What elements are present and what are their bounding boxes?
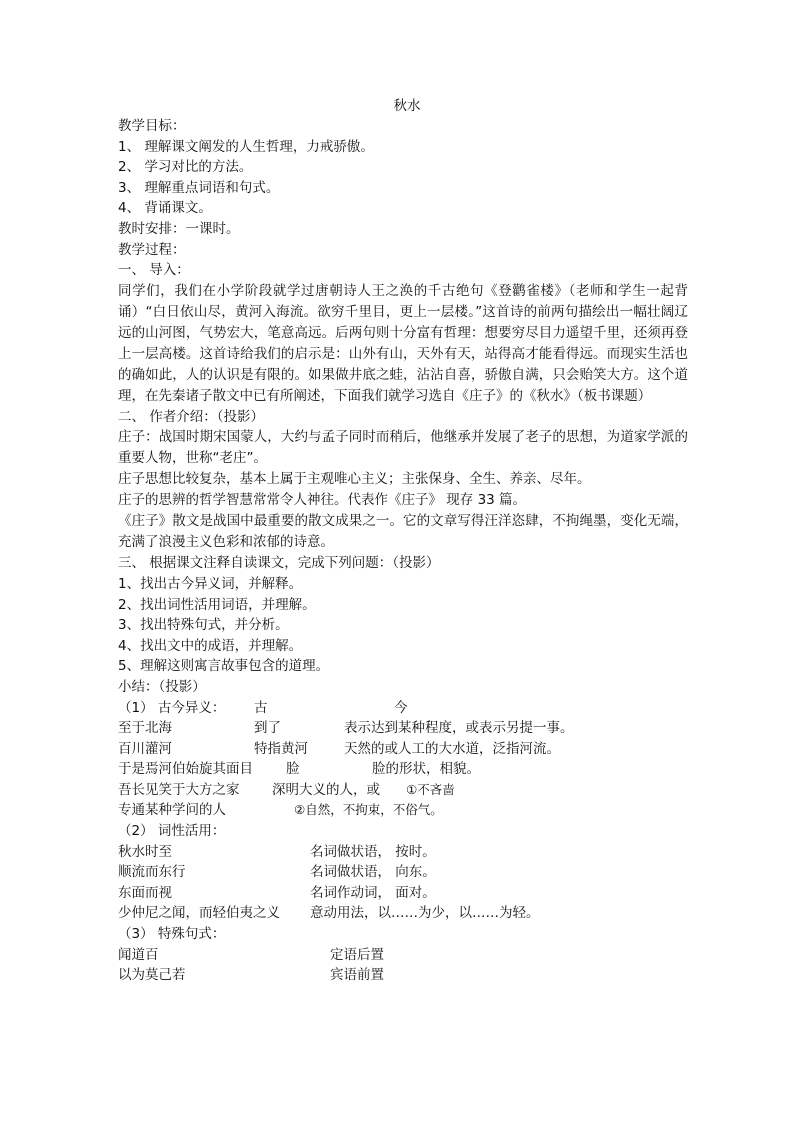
- column-modern: 今: [394, 699, 408, 716]
- table-row: [118, 739, 688, 760]
- explanation: 名词作动词， 面对。: [310, 884, 436, 901]
- modern-meaning: 脸的形状，相貌。: [372, 761, 480, 778]
- section-heading-author: 二、 作者介绍：（投影）: [118, 408, 265, 425]
- document-title: 秋水: [393, 98, 421, 114]
- document-page: [118, 96, 688, 986]
- column-ancient: 古: [254, 699, 268, 716]
- explanation: 名词做状语， 按时。: [310, 843, 436, 860]
- table-row: [118, 965, 688, 986]
- part3-label: （3） 特殊句式：: [118, 926, 226, 943]
- author-paragraph: 庄子：战国时期宋国蒙人，大约与孟子同时而稍后，他继承并发展了老子的思想，为道家学派的重要人物，世称“老庄”。: [118, 429, 688, 467]
- table-row: [118, 862, 688, 883]
- summary-part1-header: [118, 698, 688, 719]
- term: 闻道百: [118, 946, 159, 963]
- modern-meaning: 天然的或人工的大水道，泛指河流。: [344, 740, 560, 757]
- term: 百川灌河: [118, 740, 172, 757]
- part1-label: （1） 古今异义：: [118, 699, 226, 716]
- table-row: [118, 780, 688, 801]
- term: 吾长见笑于大方之家: [118, 781, 240, 798]
- question-item: 4、找出文中的成语，并理解。: [118, 637, 303, 654]
- schedule-text: 教时安排：一课时。: [118, 220, 240, 237]
- objective-item: 4、 背诵课文。: [118, 200, 212, 217]
- ancient-meaning: 脸: [286, 761, 300, 778]
- table-row: [118, 842, 688, 863]
- explanation: 名词做状语， 向东。: [310, 864, 436, 881]
- question-item: 1、找出古今异义词，并解释。: [118, 575, 303, 592]
- term: 东面而视: [118, 884, 172, 901]
- objective-item: 3、 理解重点词语和句式。: [118, 179, 280, 196]
- table-row: [118, 718, 688, 739]
- table-row: [118, 883, 688, 904]
- term: 顺流而东行: [118, 864, 186, 881]
- explanation: 宾语前置: [330, 967, 384, 984]
- table-row: [118, 945, 688, 966]
- ancient-meaning: 到了: [254, 720, 281, 737]
- table-row: [118, 903, 688, 924]
- term: 至于北海: [118, 720, 172, 737]
- section-heading-reading: 三、 根据课文注释自读课文，完成下列问题：（投影）: [118, 555, 440, 572]
- question-item: 3、找出特殊句式，并分析。: [118, 617, 289, 634]
- modern-meaning: 表示达到某种程度，或表示另提一事。: [344, 720, 574, 737]
- section-heading-intro: 一、 导入：: [118, 262, 190, 279]
- author-paragraph: 庄子的思辨的哲学智慧常常令人神往。代表作《庄子》 现存 33 篇。: [118, 492, 527, 509]
- ancient-meaning: 特指黄河: [254, 740, 308, 757]
- term: 少仲尼之闻，而轻伯夷之义: [118, 905, 280, 922]
- objective-item: 2、 学习对比的方法。: [118, 159, 253, 176]
- ancient-meaning: ②自然，不拘束，不俗气。: [294, 802, 443, 818]
- table-row: [118, 759, 688, 780]
- term: 秋水时至: [118, 843, 172, 860]
- question-item: 5、理解这则寓言故事包含的道理。: [118, 658, 330, 675]
- intro-paragraph: 同学们，我们在小学阶段就学过唐朝诗人王之涣的千古绝句《登鹳雀楼》（老师和学生一起背诵）“白日依山尽，黄河入海流。欲穷千里目，更上一层楼。”这首诗的前两句描绘出一幅壮阔辽远的山河图，气势宏大，笔意高远。后两句则十分富有哲理：想要穷尽目力遥望千里，还须再登上一层高楼。这首诗给我们的启示是：山外有山，天外有天，站得高才能看得远。而现实生活也的确如此，人的认识是有限的。如果做井底之蛙，沾沾自喜，骄傲自满，只会贻笑大方。这个道理，在先秦诸子散文中已有所阐述，下面我们就学习选自《庄子》的《秋水》（板书课题）: [118, 282, 688, 404]
- objective-item: 1、 理解课文阐发的人生哲理，力戒骄傲。: [118, 138, 374, 155]
- table-row: [118, 800, 688, 821]
- question-item: 2、找出词性活用词语，并理解。: [118, 596, 316, 613]
- modern-meaning: ①不吝啬: [406, 781, 455, 797]
- explanation: 定语后置: [330, 946, 384, 963]
- term: 专通某种学问的人: [118, 802, 226, 819]
- process-heading: 教学过程：: [118, 241, 186, 258]
- term: 以为莫己若: [118, 967, 186, 984]
- term: 于是焉河伯始旋其面目: [118, 761, 253, 778]
- objectives-heading: 教学目标：: [118, 118, 186, 134]
- ancient-meaning: 深明大义的人，或: [272, 781, 380, 798]
- author-paragraph: 庄子思想比较复杂，基本上属于主观唯心主义；主张保身、全生、养亲、尽年。: [118, 471, 591, 488]
- part2-label: （2） 词性活用：: [118, 823, 226, 840]
- author-paragraph: 《庄子》散文是战国中最重要的散文成果之一。它的文章写得汪洋恣肆，不拘绳墨，变化无端，充满了浪漫主义色彩和浓郁的诗意。: [118, 513, 688, 551]
- summary-heading: 小结：（投影）: [118, 678, 206, 695]
- explanation: 意动用法，以……为少，以……为轻。: [310, 905, 540, 922]
